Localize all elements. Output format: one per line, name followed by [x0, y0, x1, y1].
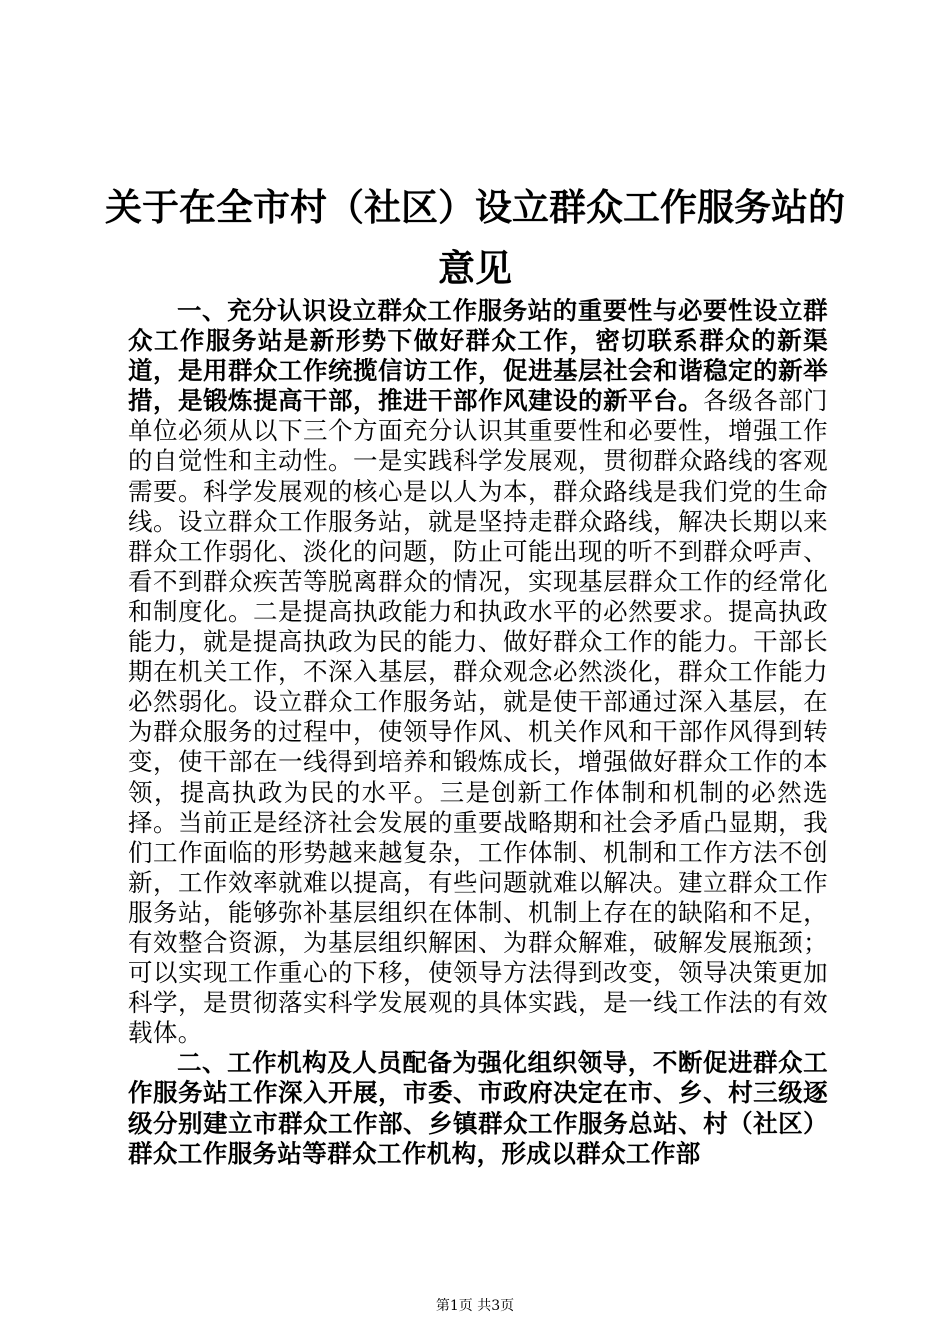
section-1-heading: 一、充分认识设立群众工作服务站的重要性与必要性设立群众工作服务站是新形势下做好群众工作，密切联系群众的新渠道，是用群众工作统揽信访工作，促进基层社会和谐稳定的新举措，是锻炼提高干部，推进干部作风建设的新平台。 — [128, 296, 828, 416]
document-title-line-1: 关于在全市村（社区）设立群众工作服务站的 — [105, 186, 845, 229]
document-body — [128, 296, 828, 1169]
section-1-text: 各级各部门单位必须从以下三个方面充分认识其重要性和必要性，增强工作的自觉性和主动性。一是实践科学发展观，贯彻群众路线的客观需要。科学发展观的核心是以人为本，群众路线是我们党的生命线。设立群众工作服务站，就是坚持走群众路线，解决长期以来群众工作弱化、淡化的问题，防止可能出现的听不到群众呼声、看不到群众疾苦等脱离群众的情况，实现基层群众工作的经常化和制度化。二是提高执政能力和执政水平的必然要求。提高执政能力，就是提高执政为民的能力、做好群众工作的能力。干部长期在机关工作，不深入基层，群众观念必然淡化，群众工作能力必然弱化。设立群众工作服务站，就是使干部通过深入基层，在为群众服务的过程中，使领导作风、机关作风和干部作风得到转变，使干部在一线得到培养和锻炼成长，增强做好群众工作的本领，提高执政为民的水平。三是创新工作体制和机制的必然选择。当前正是经济社会发展的重要战略期和社会矛盾凸显期，我们工作面临的形势越来越复杂，工作体制、机制和工作方法不创新，工作效率就难以提高，有些问题就难以解决。建立群众工作服务站，能够弥补基层组织在体制、机制上存在的缺陷和不足，有效整合资源，为基层组织解困、为群众解难，破解发展瓶颈；可以实现工作重心的下移，使领导方法得到改变，领导决策更加科学，是贯彻落实科学发展观的具体实践，是一线工作法的有效载体。 — [128, 386, 829, 1048]
section-2-heading: 二、工作机构及人员配备为强化组织领导，不断促进群众工作服务站工作深入开展，市委、市政府决定在市、乡、村三级逐级分别建立市群众工作部、乡镇群众工作服务总站、村（社区）群众工作服务站等群众工作机构，形成以群众工作部 — [128, 1048, 828, 1168]
paragraph-section-2 — [128, 1048, 828, 1168]
document-title-line-2: 意见 — [438, 247, 512, 290]
paragraph-section-1 — [128, 296, 828, 1048]
page-number-footer: 第1页 共3页 — [435, 1298, 515, 1314]
